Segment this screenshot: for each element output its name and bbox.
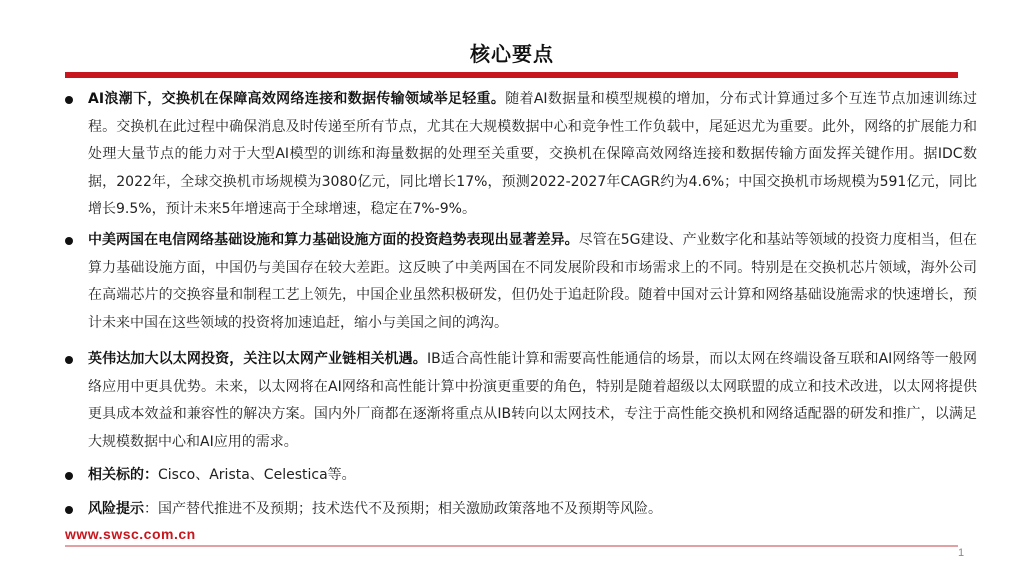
bullet-lead: 相关标的：	[88, 467, 158, 483]
page-number: 1	[958, 547, 965, 559]
bullet-body: Cisco、Arista、Celestica等。	[158, 467, 356, 483]
bullet-lead: AI浪潮下，交换机在保障高效网络连接和数据传输领域举足轻重。	[88, 91, 506, 107]
footer-website-url: www.swsc.com.cn	[65, 526, 196, 542]
page-title: 核心要点	[470, 42, 554, 66]
bullet-dot-icon	[65, 237, 73, 245]
bullet-item-risk-warning	[62, 496, 977, 524]
bullet-lead: 风险提示	[88, 501, 144, 517]
bullet-dot-icon	[65, 96, 73, 104]
bullet-item-ai-switch	[62, 86, 977, 223]
bullet-item-nvidia-ethernet	[62, 346, 977, 462]
bullet-lead: 中美两国在电信网络基础设施和算力基础设施方面的投资趋势表现出显著差异。	[88, 232, 579, 248]
bullet-body: ：国产替代推进不及预期；技术迭代不及预期；相关激励政策落地不及预期等风险。	[144, 501, 662, 517]
bullet-body: IB适合高性能计算和需要高性能通信的场景，而以太网在终端设备互联和AI网络等一般网络应用中更具优势。未来，以太网将在AI网络和高性能计算中扮演更重要的角色，特别是随着超级以太网联盟的成立和技术改进，以太网将提供更具成本效益和兼容性的解决方案。国内外厂商都在逐渐将重点从IB转向以太网技术，专注于高性能交换机和网络适配器的研发和推广，以满足大规模数据中心和AI应用的需求。	[88, 351, 978, 450]
bullet-lead: 英伟达加大以太网投资，关注以太网产业链相关机遇。	[88, 351, 427, 367]
key-points-list	[62, 86, 977, 524]
bullet-dot-icon	[65, 472, 73, 480]
bullet-dot-icon	[65, 356, 73, 364]
header-divider-bar	[65, 72, 958, 78]
footer-divider-line	[65, 545, 958, 547]
bullet-dot-icon	[65, 506, 73, 514]
bullet-body: 尽管在5G建设、产业数字化和基站等领域的投资力度相当，但在算力基础设施方面，中国仍与美国存在较大差距。这反映了中美两国在不同发展阶段和市场需求上的不同。特别是在交换机芯片领域，海外公司在高端芯片的交换容量和制程工艺上领先，中国企业虽然积极研发，但仍处于追赶阶段。随着中国对云计算和网络基础设施需求的快速增长，预计未来中国在这些领域的投资将加速追赶，缩小与美国之间的鸿沟。	[88, 232, 977, 331]
bullet-item-china-us-investment	[62, 227, 977, 344]
bullet-body: 随着AI数据量和模型规模的增加，分布式计算通过多个互连节点加速训练过程。交换机在此过程中确保消息及时传递至所有节点，尤其在大规模数据中心和竞争性工作负载中，尾延迟尤为重要。此外，网络的扩展能力和处理大量节点的能力对于大型AI模型的训练和海量数据的处理至关重要，交换机在保障高效网络连接和数据传输方面发挥关键作用。据IDC数据，2022年，全球交换机市场规模为3080亿元，同比增长17%，预测2022-2027年CAGR约为4.6%；中国交换机市场规模为591亿元，同比增长9.5%，预计未来5年增速高于全球增速，稳定在7%-9%。	[88, 91, 977, 217]
bullet-item-related-stocks	[62, 462, 977, 494]
